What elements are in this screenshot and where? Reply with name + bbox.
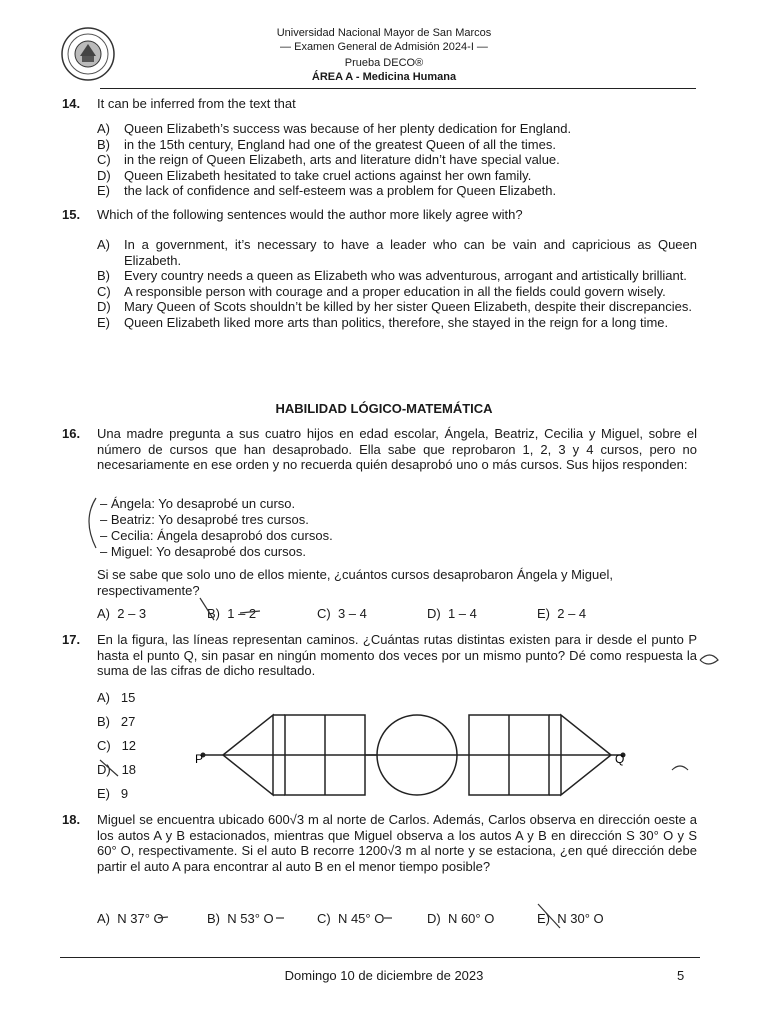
q16-option-d[interactable]: D) 1 – 4	[427, 606, 477, 621]
q14-option-b[interactable]: B) in the 15th century, England had one of the greatest Queen of all the times.	[97, 136, 556, 152]
header-exam: — Examen General de Admisión 2024-I —	[280, 41, 488, 53]
footer-date: Domingo 10 de diciembre de 2023	[284, 968, 484, 983]
q16-number: 16.	[62, 426, 81, 441]
q16-question: Si se sabe que solo uno de ellos miente, ¿cuántos cursos desaprobaron Ángela y Miguel, respectivamente?	[97, 567, 613, 598]
q16-text: Una madre pregunta a sus cuatro hijos en edad escolar, Ángela, Beatriz, Cecilia y Miguel, sobre el número de cursos que han desaprobado. Ella sabe que reprobaron 1, 2, 3 y 4 cursos, pero no necesariamente en ese orden y no recuerda quién desaprobó uno o más cursos. Sus hijos responden:	[97, 426, 697, 472]
q15-text: Which of the following sentences would the author more likely agree with?	[97, 207, 523, 222]
q18-option-a[interactable]: A) N 37° O	[97, 911, 164, 926]
q16-option-a[interactable]: A) 2 – 3	[97, 606, 147, 621]
q16-response-miguel: – Miguel: Yo desaprobé dos cursos.	[100, 544, 306, 559]
q14-text: It can be inferred from the text that	[97, 96, 296, 111]
q18-text: Miguel se encuentra ubicado 600√3 m al norte de Carlos. Además, Carlos observa en dirección oeste a los autos A y B estacionados, mientras que Miguel observa a los autos A y B en dirección S 30° O y S 60° O, respectivamente. Si el auto B recorre 1200√3 m al norte y se estaciona, ¿en qué dirección debe partir el auto A para encontrar al auto B en el menor tiempo posible?	[97, 812, 697, 874]
q17-number: 17.	[62, 632, 81, 647]
q17-text: En la figura, las líneas representan caminos. ¿Cuántas rutas distintas existen para ir desde el punto P hasta el punto Q, sin pasar en ningún momento dos veces por un mismo punto? Dé como respuesta la suma de las cifras de dicho resultado.	[97, 632, 697, 678]
q14-option-e[interactable]: E) the lack of confidence and self-esteem was a problem for Queen Elizabeth.	[97, 183, 557, 198]
q18-option-b[interactable]: B) N 53° O	[207, 911, 274, 926]
q16-option-c[interactable]: C) 3 – 4	[317, 606, 367, 621]
q16-option-b[interactable]: B) 1 – 2	[207, 606, 257, 621]
q16-response-beatriz: – Beatriz: Yo desaprobé tres cursos.	[100, 512, 309, 527]
q15-option-b[interactable]: B) Every country needs a queen as Elizabeth who was adventurous, arrogant and artistically brilliant.	[97, 268, 687, 283]
q18-option-d[interactable]: D) N 60° O	[427, 911, 495, 926]
q14-option-a[interactable]: A) Queen Elizabeth’s success was because of her plenty dedication for England.	[97, 121, 572, 136]
q18-number: 18.	[62, 812, 81, 827]
q14-option-c[interactable]: C) in the reign of Queen Elizabeth, arts and literature didn’t have special value.	[97, 152, 560, 167]
q15-option-a[interactable]: A) In a government, it’s necessary to have a leader who can be vain and capricious as Queen Elizabeth.	[97, 237, 697, 268]
point-p-label: P	[195, 752, 204, 766]
q17-option-b[interactable]: B) 27	[97, 714, 136, 729]
section-title: HABILIDAD LÓGICO-MATEMÁTICA	[275, 401, 493, 416]
q14-number: 14.	[62, 96, 81, 111]
q15-number: 15.	[62, 207, 81, 222]
q15-option-d[interactable]: D) Mary Queen of Scots shouldn’t be killed by her sister Queen Elizabeth, despite their discrepancies.	[97, 299, 692, 314]
q16-response-angela: – Ángela: Yo desaprobé un curso.	[100, 496, 296, 511]
q17-option-a[interactable]: A) 15	[97, 690, 136, 705]
page-number: 5	[677, 968, 685, 983]
q17-option-e[interactable]: E) 9	[97, 786, 129, 801]
q15-option-e[interactable]: E) Queen Elizabeth liked more arts than politics, therefore, she stayed in the reign for a long time.	[97, 314, 669, 330]
q18-option-c[interactable]: C) N 45° O	[317, 911, 385, 926]
header-test: Prueba DECO®	[344, 57, 424, 69]
q15-option-c[interactable]: C) A responsible person with courage and a proper education in all the fields could govern wisely.	[97, 283, 666, 299]
footer-divider	[60, 957, 700, 958]
q14-option-d[interactable]: D) Queen Elizabeth hesitated to take cruel actions against her own family.	[97, 167, 532, 183]
q18-option-e[interactable]: E) N 30° O	[537, 911, 604, 926]
header-area: ÁREA A - Medicina Humana	[311, 71, 457, 83]
point-q-label: Q	[615, 752, 625, 766]
q17-option-c[interactable]: C) 12	[97, 738, 137, 753]
q16-option-e[interactable]: E) 2 – 4	[537, 606, 587, 621]
q16-response-cecilia: – Cecilia: Ángela desaprobó dos cursos.	[100, 528, 333, 543]
q17-option-d[interactable]: D) 18	[97, 762, 137, 777]
header-university: Universidad Nacional Mayor de San Marcos	[276, 27, 492, 39]
